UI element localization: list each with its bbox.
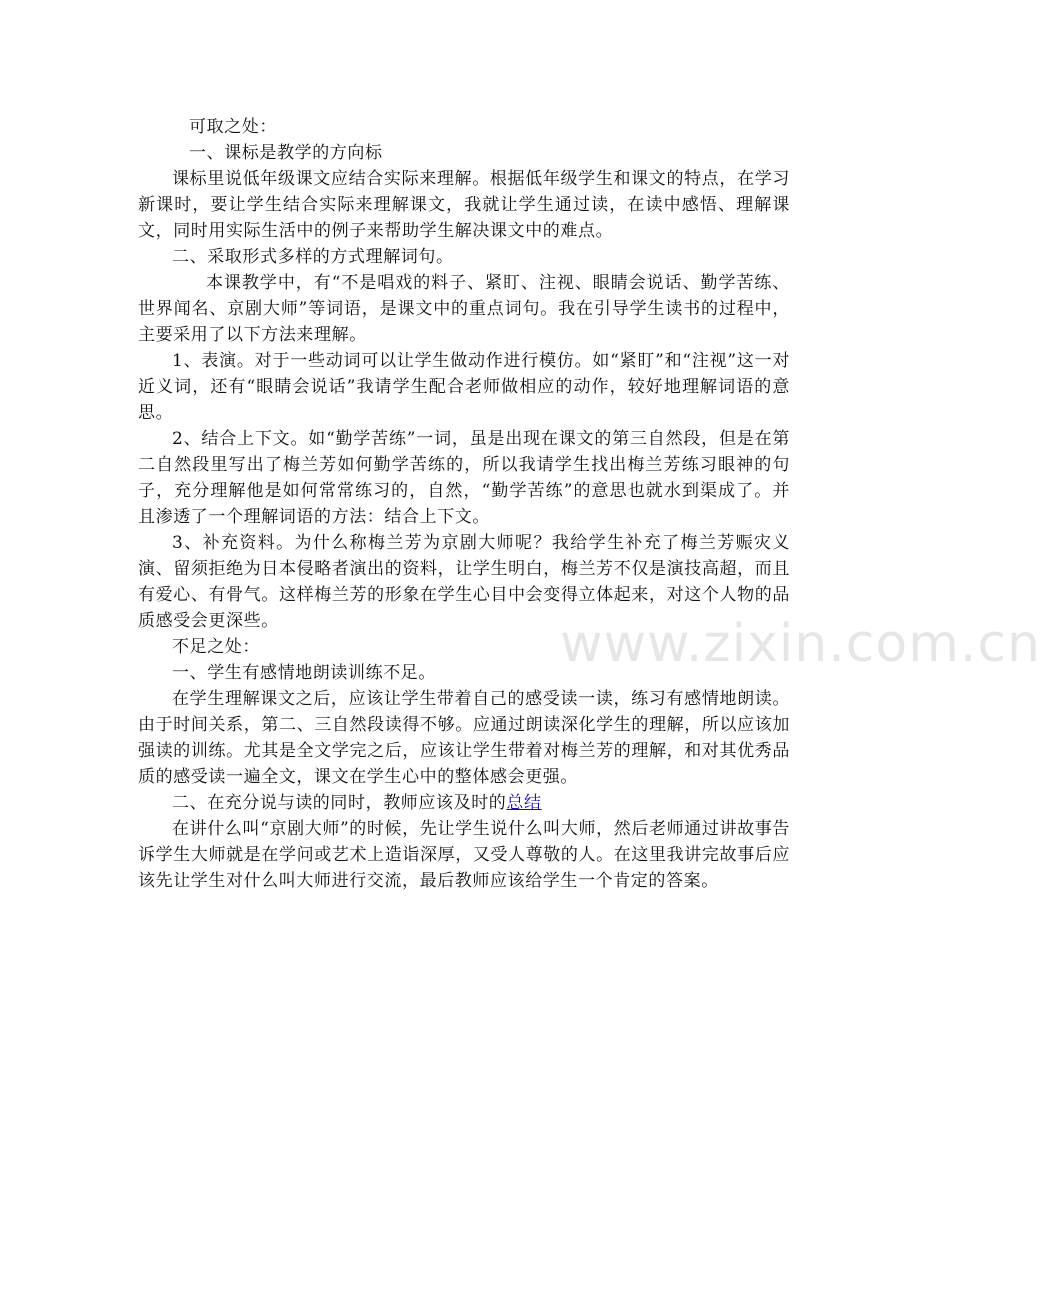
weaknesses-heading: 不足之处： [172, 637, 260, 657]
weak-2-body: 在讲什么叫“京剧大师”的时候，先让学生说什么叫大师，然后老师通过讲故事告诉学生大师就是在学问或艺术上造诣深厚，又受人尊敬的人。在这里我讲完故事后应该先让学生对什么叫大师进行交流，最后教师应该给学生一个肯定的答案。 [138, 819, 790, 891]
point-2-heading: 二、采取形式多样的方式理解词句。 [172, 247, 454, 267]
weak-1-body: 在学生理解课文之后，应该让学生带着自己的感受读一读，练习有感情地朗读。由于时间关系，第二、三自然段读得不够。应通过朗读深化学生的理解，所以应该加强读的训练。尤其是全文学完之后，应该让学生带着对梅兰芳的理解，和对其优秀品质的感受读一遍全文，课文在学生心中的整体感会更强。 [138, 689, 790, 787]
weak-2-heading [138, 790, 790, 816]
weak-1-heading: 一、学生有感情地朗读训练不足。 [172, 663, 436, 683]
document-body [138, 114, 790, 894]
weak-2-heading-text: 二、在充分说与读的同时，教师应该及时的 [172, 793, 507, 813]
point-2-body: 本课教学中，有“不是唱戏的料子、紧盯、注视、眼睛会说话、勤学苦练、世界闻名、京剧大师”等词语，是课文中的重点词句。我在引导学生读书的过程中，主要采用了以下方法来理解。 [138, 273, 790, 345]
method-2-paragraph: 2、结合上下文。如“勤学苦练”一词，虽是出现在课文的第三自然段，但是在第二自然段里写出了梅兰芳如何勤学苦练的，所以我请学生找出梅兰芳练习眼神的句子，充分理解他是如何常常练习的，自然，“勤学苦练”的意思也就水到渠成了。并且渗透了一个理解词语的方法：结合上下文。 [138, 429, 790, 527]
strengths-heading: 可取之处： [189, 117, 277, 137]
point-1-heading: 一、课标是教学的方向标 [189, 143, 383, 163]
point-1-body: 课标里说低年级课文应结合实际来理解。根据低年级学生和课文的特点，在学习新课时，要让学生结合实际来理解课文，我就让学生通过读，在读中感悟、理解课文，同时用实际生活中的例子来帮助学生解决课文中的难点。 [138, 169, 790, 241]
method-1-paragraph: 1、表演。对于一些动词可以让学生做动作进行模仿。如“紧盯”和“注视”这一对近义词，还有“眼睛会说话”我请学生配合老师做相应的动作，较好地理解词语的意思。 [138, 351, 790, 423]
summary-link[interactable]: 总结 [506, 793, 542, 813]
method-3-paragraph: 3、补充资料。为什么称梅兰芳为京剧大师呢？我给学生补充了梅兰芳赈灾义演、留须拒绝为日本侵略者演出的资料，让学生明白，梅兰芳不仅是演技高超，而且有爱心、有骨气。这样梅兰芳的形象在学生心目中会变得立体起来，对这个人物的品质感受会更深些。 [138, 533, 790, 631]
watermark-text: www.zixin.com.cn [560, 614, 1041, 674]
